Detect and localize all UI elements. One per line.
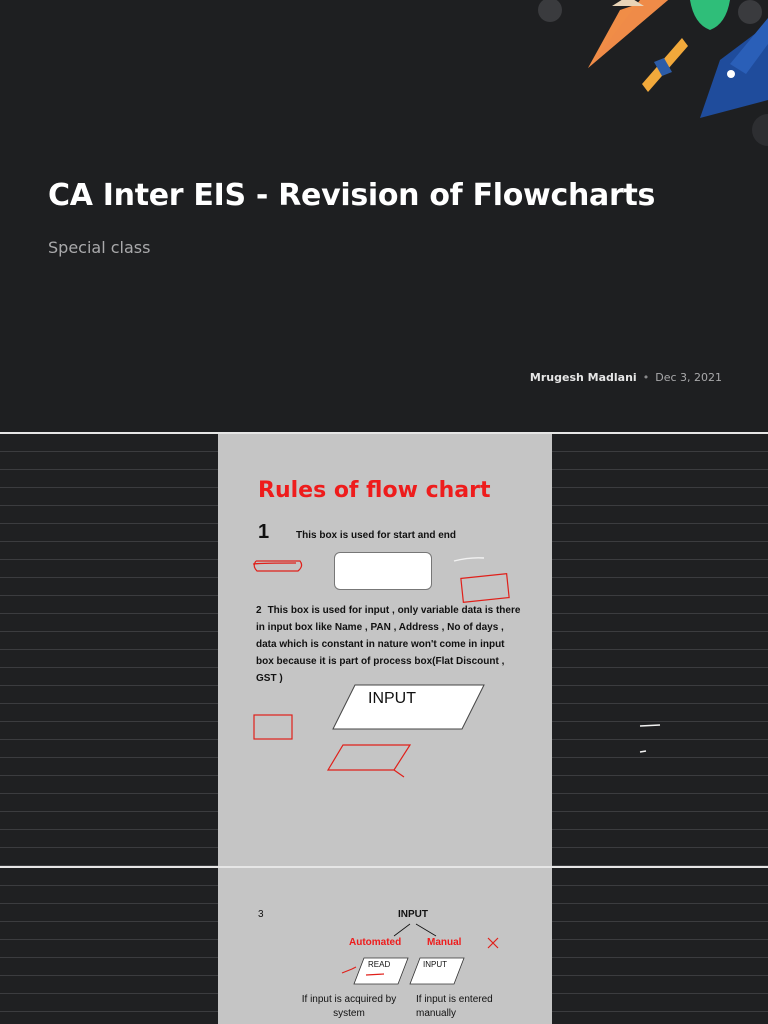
rule-text-2: This box is used for input , only variable data is there in input box like Name , PAN , Address , No of days , data which is constant in nature won't come in input box because it is part of process box(Flat Discount , GST ) xyxy=(256,605,521,684)
automated-label: Automated xyxy=(349,937,402,948)
rule-number-1: 1 xyxy=(258,521,270,543)
input-shape-label: INPUT xyxy=(368,690,416,707)
terminal-shape xyxy=(334,552,432,590)
presentation-subtitle: Special class xyxy=(48,238,151,257)
manual-caption: If input is entered manually xyxy=(416,994,493,1019)
cover-page xyxy=(0,0,768,432)
meta-separator: • xyxy=(642,371,650,384)
slide-page-2 xyxy=(0,434,768,866)
slide-content-2 xyxy=(218,868,552,1024)
branch-line-right xyxy=(416,924,436,936)
slide-content xyxy=(218,434,552,866)
input-box-label: INPUT xyxy=(423,960,447,969)
annotation-white-stroke-3 xyxy=(640,751,646,752)
slide-page-3 xyxy=(0,868,768,1024)
publish-date: Dec 3, 2021 xyxy=(655,371,722,384)
decorative-shapes xyxy=(528,0,768,160)
manual-label: Manual xyxy=(427,937,462,948)
read-box-label: READ xyxy=(368,960,391,969)
rule-text-1: This box is used for start and end xyxy=(296,530,457,541)
rule-number-3: 3 xyxy=(258,909,264,920)
automated-caption: If input is acquired by system xyxy=(301,994,397,1019)
author-meta xyxy=(530,371,722,384)
rule-number-2: 2 xyxy=(256,605,262,616)
slide-heading: Rules of flow chart xyxy=(258,478,491,503)
author-name: Mrugesh Madlani xyxy=(529,371,637,384)
annotation-white-stroke-2 xyxy=(640,725,660,726)
input-root-label: INPUT xyxy=(398,909,428,920)
branch-line-left xyxy=(394,924,410,936)
rule-text-2-paragraph xyxy=(256,602,522,687)
presentation-title: CA Inter EIS - Revision of Flowcharts xyxy=(48,178,656,213)
